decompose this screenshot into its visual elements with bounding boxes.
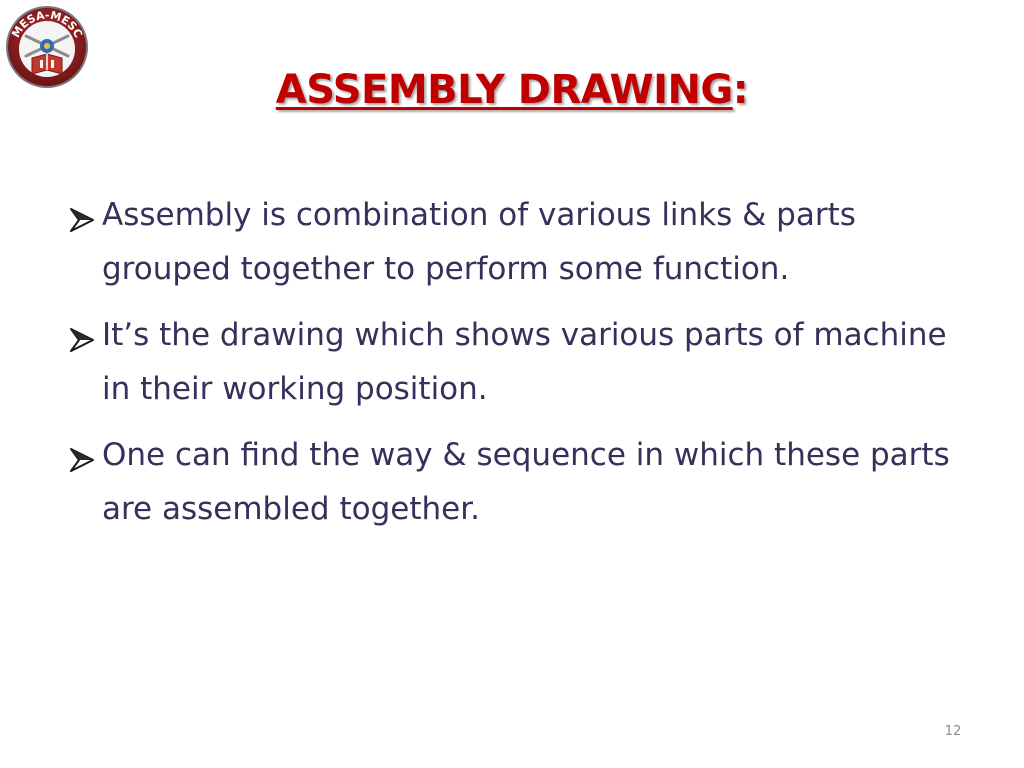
bullet-item: [62, 428, 952, 536]
bullet-item: [62, 188, 952, 296]
slide-title-colon: :: [732, 67, 749, 113]
slide-title-text: ASSEMBLY DRAWING: [275, 67, 733, 113]
page-number: 12: [944, 724, 962, 739]
arrow-bullet-icon: [68, 317, 96, 345]
bullet-text: One can find the way & sequence in which these parts are assembled together.: [102, 437, 950, 527]
bullet-text: Assembly is combination of various links & parts grouped together to perform some function.: [102, 197, 856, 287]
svg-text:MESA-MESC: MESA-MESC: [9, 8, 85, 40]
bullet-list: [62, 188, 952, 548]
arrow-bullet-icon: [68, 197, 96, 225]
slide-title: [0, 66, 1024, 114]
bullet-text: It’s the drawing which shows various parts of machine in their working position.: [102, 317, 947, 407]
bullet-item: [62, 308, 952, 416]
arrow-bullet-icon: [68, 437, 96, 465]
